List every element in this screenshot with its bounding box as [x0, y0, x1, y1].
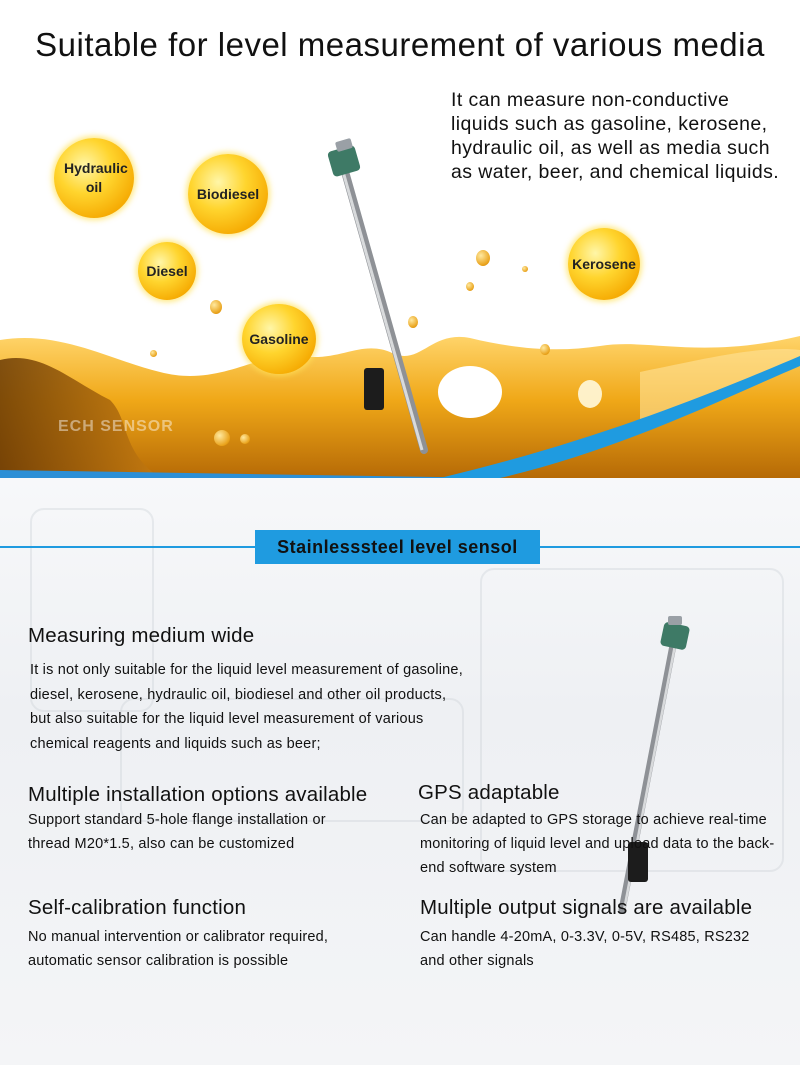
oil-droplet [540, 344, 550, 355]
media-bubble-label: Hydraulic oil [64, 160, 128, 195]
feature-text-installation: Support standard 5-hole flange installation or thread M20*1.5, also can be customized [28, 812, 326, 852]
media-bubble-hydraulic-oil [54, 138, 134, 218]
oil-droplet [522, 266, 528, 272]
media-bubble-gasoline [242, 304, 316, 374]
feature-text-medium: It is not only suitable for the liquid level measurement of gasoline, diesel, kerosene, hydraulic oil, biodiesel and other oil products, but also suitable for the liquid level measurement of various chemical reagents and liquids such as beer; [30, 662, 463, 752]
level-sensor-image [320, 138, 440, 458]
features-section [0, 478, 800, 1065]
feature-title-calibration: Self-calibration function [28, 896, 247, 919]
oil-droplet [408, 316, 418, 328]
hero-section [0, 0, 800, 478]
section-badge: Stainlesssteel level sensol [255, 530, 540, 564]
page-title: Suitable for level measurement of various media [35, 26, 765, 63]
feature-text-output: Can handle 4-20mA, 0-3.3V, 0-5V, RS485, RS232 and other signals [420, 929, 750, 969]
feature-title-gps: GPS adaptable [418, 781, 560, 804]
media-bubble-diesel [138, 242, 196, 300]
feature-title-installation: Multiple installation options available [28, 783, 368, 806]
oil-droplet [240, 434, 250, 444]
feature-title-medium: Measuring medium wide [28, 624, 255, 647]
oil-droplet [476, 250, 490, 266]
feature-text-gps: Can be adapted to GPS storage to achieve real-time monitoring of liquid level and upload data to the back-end software system [420, 812, 775, 876]
feature-title-output: Multiple output signals are available [420, 896, 753, 919]
media-bubble-label: Kerosene [572, 255, 636, 272]
brand-watermark: ECH SENSOR [58, 418, 174, 435]
media-bubble-kerosene [568, 228, 640, 300]
oil-droplet [466, 282, 474, 291]
feature-text-calibration: No manual intervention or calibrator required, automatic sensor calibration is possible [28, 929, 329, 969]
oil-droplet [210, 300, 222, 314]
media-bubble-biodiesel [188, 154, 268, 234]
media-bubble-label: Diesel [146, 262, 188, 279]
intro-text: It can measure non-conductive liquids such as gasoline, kerosene, hydraulic oil, as well as media such as water, beer, and chemical liquids. [451, 89, 780, 183]
media-bubble-label: Gasoline [249, 330, 309, 347]
media-bubble-label: Biodiesel [196, 185, 260, 202]
oil-droplet [214, 430, 230, 446]
oil-droplet [150, 350, 157, 357]
